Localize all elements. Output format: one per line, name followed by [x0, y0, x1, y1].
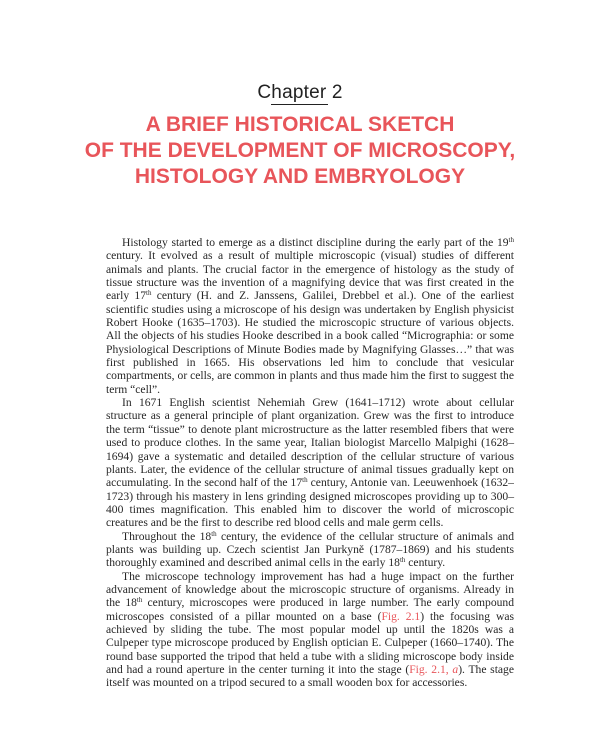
- text-run: century, microscopes were produced in large number. The early compound microscopes consisted of a pillar mounted on a base (: [106, 596, 515, 623]
- text-run: century (H. and Z. Janssens, Galilei, Drebbel et al.). One of the earliest scientific studies using a microscope of his design was undertaken by English physicist Robert Hooke (1635–1703). He studied the microscopic structure of various objects. All the objects of his studies Hooke described in a book called “Micrographia: or some Physiological Descriptions of Minute Bodies made by Magnifying Glasses…” that was first published in 1665. His observations led him to conclude that vesicular compartments, or cells, are common in plants and thus made him the first to suggest the term “cell”.: [106, 289, 515, 396]
- text-run: century, the evidence of the cellular structure of animals and plants was building up. Czech scientist Jan Purkyně (1787–1869) and his students thoroughly examined and described animal cells in the early 18: [106, 529, 515, 570]
- superscript: th: [136, 596, 143, 605]
- text-run: Histology started to emerge as a distinct discipline during the early part of the 19: [122, 236, 509, 249]
- paragraph-1: [106, 236, 514, 396]
- chapter-title-line-2: OF THE DEVELOPMENT OF MICROSCOPY,: [84, 139, 516, 162]
- text-run: The microscope technology improvement has had a huge impact on the further advancement of knowledge about the microscopic structure of organisms. Already in the 18: [106, 569, 514, 610]
- superscript: th: [146, 289, 152, 298]
- chapter-title-line-3: HISTOLOGY AND EMBRYOLOGY: [134, 165, 466, 188]
- chapter-underline: [271, 104, 328, 105]
- text-run: century, Antonie van. Leeuwenhoek (1632–1723) through his mastery in lens grinding designed microscopes providing up to 300–400 times magnification. This enabled him to discover the world of microscopic creatures and be the first to describe red blood cells and male germ cells.: [106, 476, 514, 530]
- text-run: Throughout the 18: [122, 529, 212, 543]
- chapter-title-line-1: A BRIEF HISTORICAL SKETCH: [145, 113, 455, 136]
- text-run: In 1671 English scientist Nehemiah Grew (1641–1712) wrote about cellular structure as a general principle of plant organization. Grew was the first to introduce the term “tissue” to denote plant microstructure as the latter resembled fibers that were used to produce clothes. In the same year, Italian biologist Marcello Malpighi (1628–1694) gave a systematic and detailed description of the cellular structure of various plants. Later, the evidence of the cellular structure of animal tissues gradually kept on accumulating. In the second half of the 17: [106, 396, 514, 490]
- paragraph-3: [106, 530, 514, 570]
- figure-reference-link[interactable]: [409, 663, 458, 676]
- text-run: century. It evolved as a result of multiple microscopic (visual) studies of different animals and plants. The crucial factor in the emergence of histology as the study of tissue structure was the invention of a magnifying device that was first created in the early 17: [106, 249, 514, 303]
- figure-reference-link[interactable]: Fig. 2.1: [381, 609, 421, 623]
- superscript: th: [399, 556, 406, 565]
- chapter-label: Chapter 2: [257, 82, 343, 103]
- superscript: th: [302, 476, 308, 485]
- paragraph-4: [106, 570, 514, 690]
- text-run: ) the focusing was achieved by sliding the tube. The most popular model up until the 1820s was a Culpeper type microscope produced by English optician E. Culpeper (1660–1740). The round base supported the tripod that held a tube with a sliding microscope body inside and had a round aperture in the center turning it into the stage (: [106, 609, 514, 676]
- figure-reference-panel: a: [452, 663, 459, 676]
- text-run: ). The stage itself was mounted on a tripod secured to a small wooden box for accessories.: [106, 663, 515, 690]
- body-text: [106, 236, 514, 690]
- paragraph-2: [106, 396, 514, 529]
- text-run: century.: [405, 556, 446, 570]
- chapter-title: [0, 112, 600, 190]
- figure-reference-text: Fig. 2.1,: [409, 663, 453, 676]
- superscript: th: [508, 236, 514, 244]
- superscript: th: [211, 529, 217, 538]
